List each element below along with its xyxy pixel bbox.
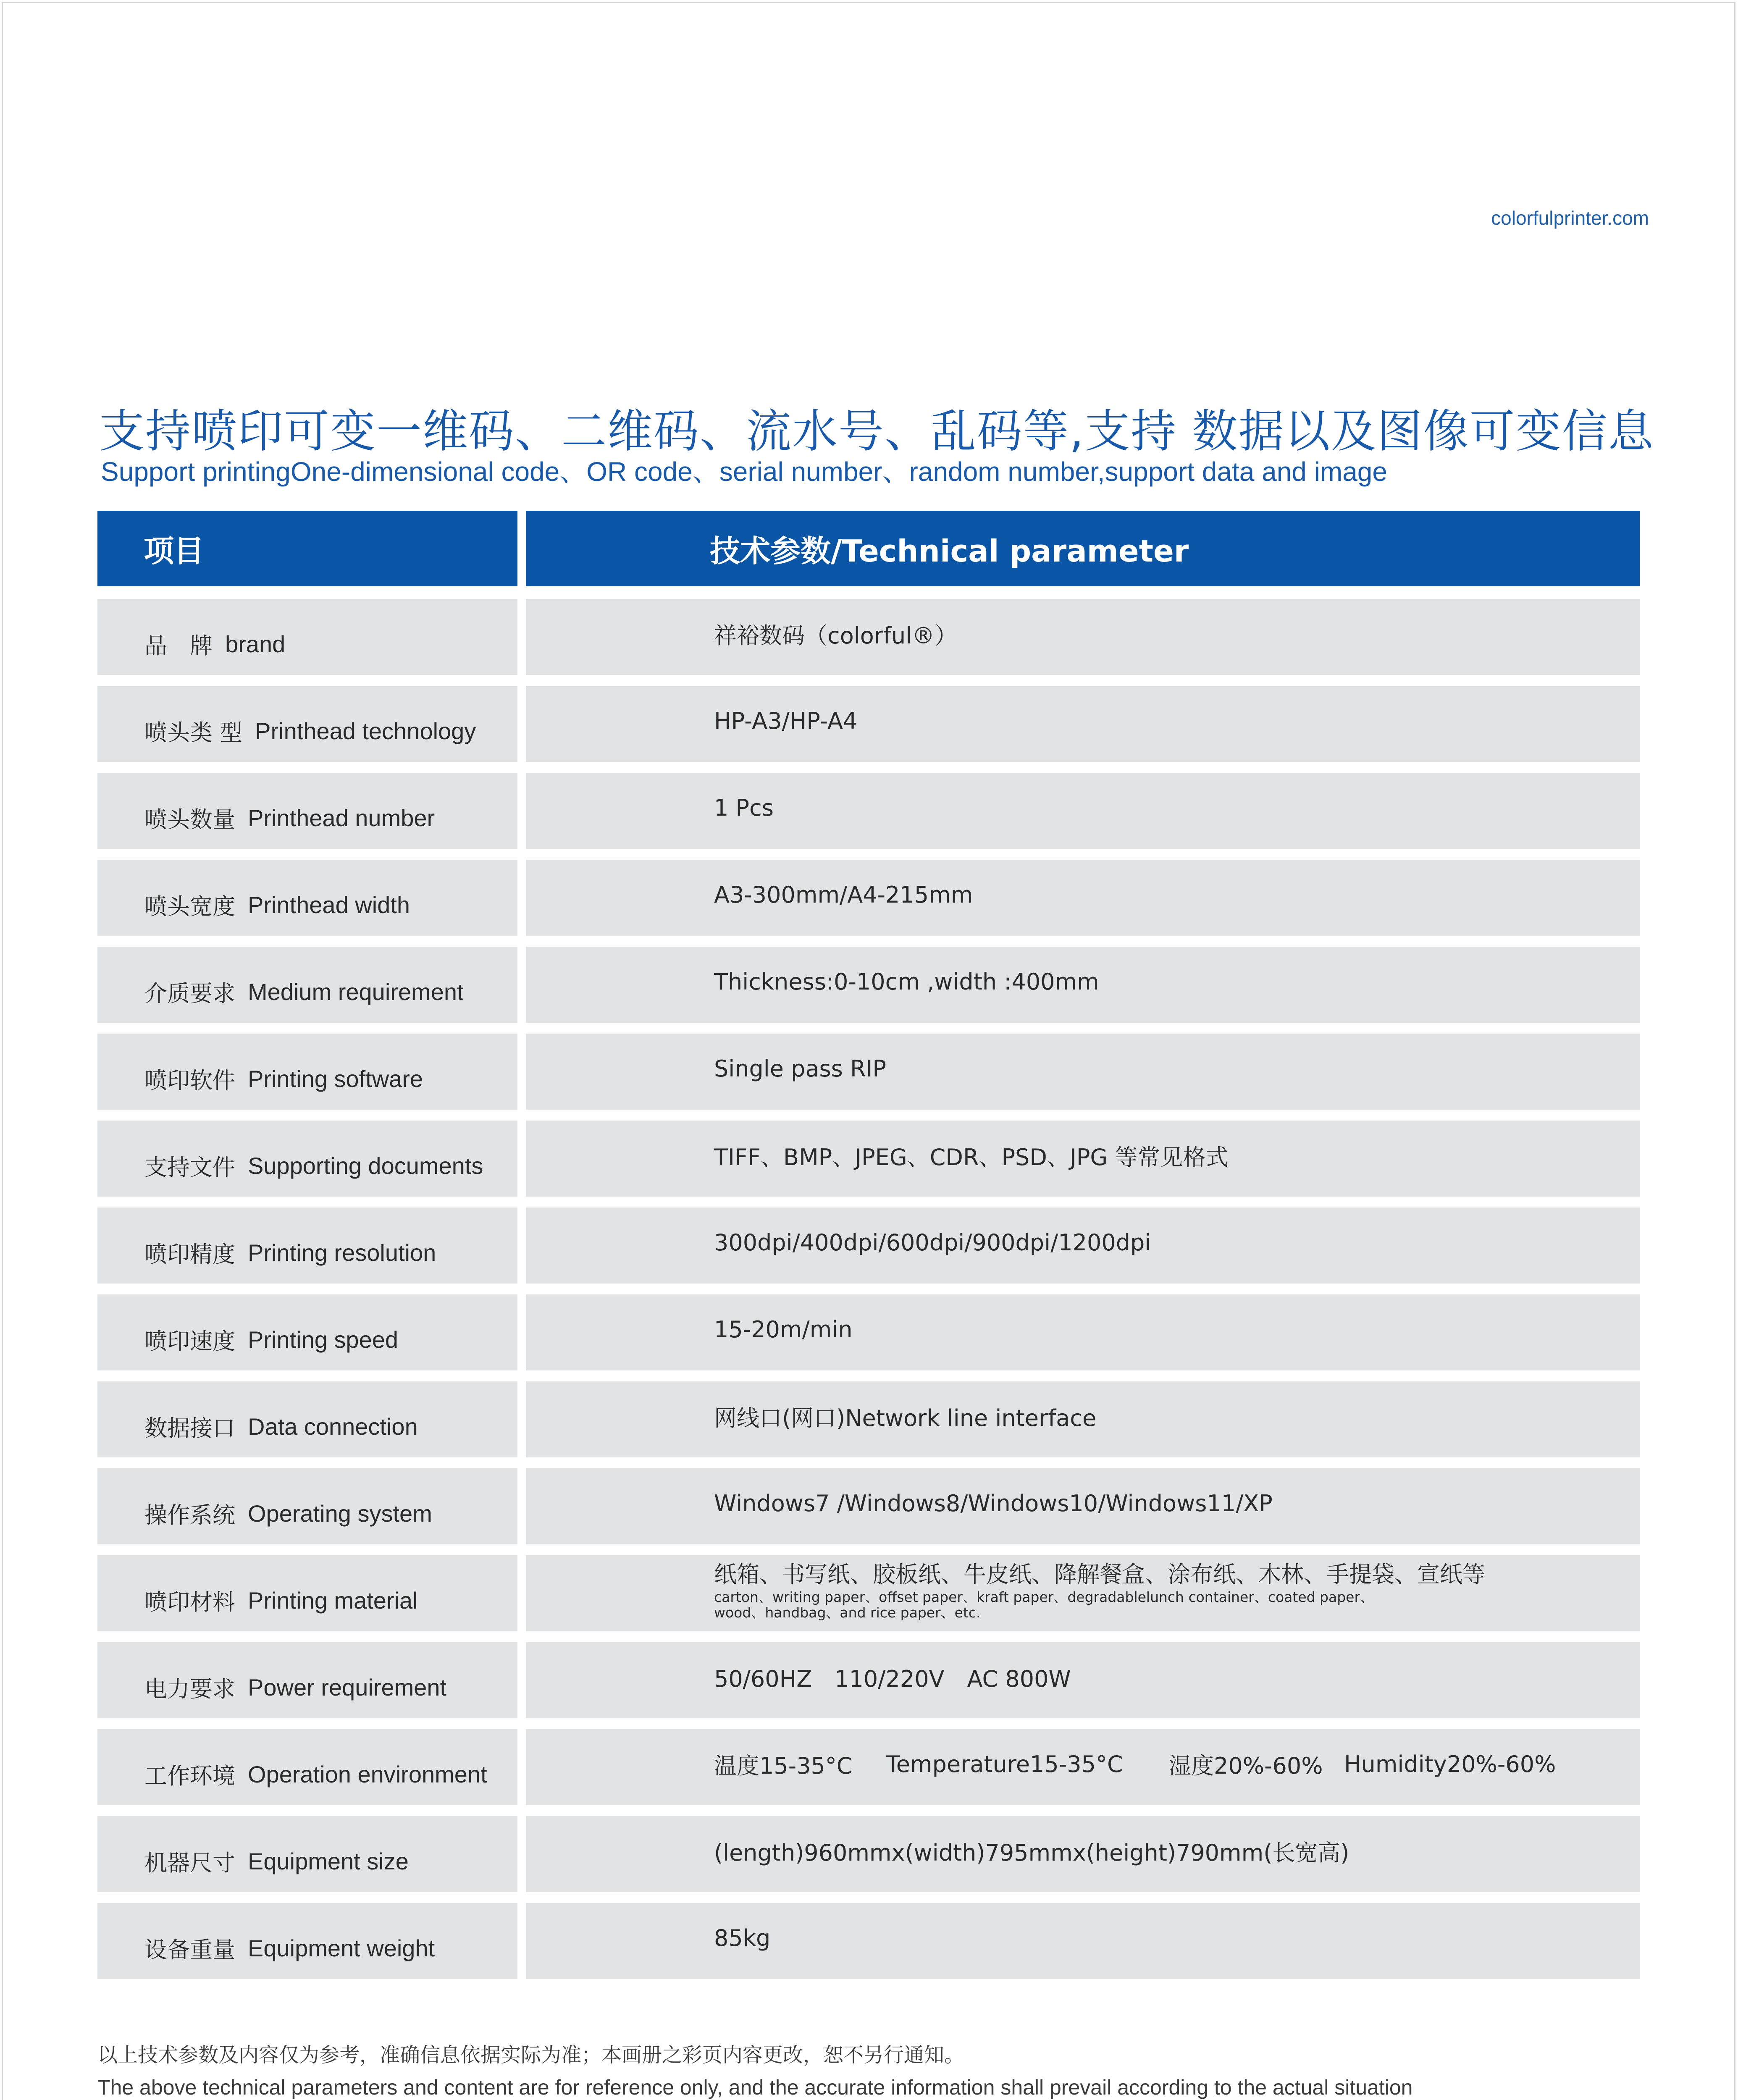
label-en: Printhead number — [248, 805, 435, 831]
table-row — [97, 1729, 1640, 1805]
value-text: 50/60HZ 110/220V AC 800W — [714, 1666, 1071, 1692]
row-label — [97, 1381, 517, 1457]
row-value — [526, 1642, 1640, 1718]
label-cn: 电力要求 — [144, 1676, 235, 1702]
header-parameter: 技术参数/Technical parameter — [526, 511, 1640, 586]
value-text: 300dpi/400dpi/600dpi/900dpi/1200dpi — [714, 1229, 1151, 1256]
label-en: brand — [225, 631, 286, 657]
row-value — [526, 860, 1640, 936]
label-en: Data connection — [248, 1413, 418, 1440]
label-cn: 喷印精度 — [144, 1241, 235, 1268]
value-text: 85kg — [714, 1925, 771, 1951]
label-en: Printing software — [248, 1066, 423, 1092]
label-cn: 工作环境 — [144, 1763, 235, 1789]
value-text: TIFF、BMP、JPEG、CDR、PSD、JPG 等常见格式 — [714, 1144, 1229, 1171]
label-cn: 设备重量 — [144, 1937, 235, 1963]
table-row — [97, 1381, 1640, 1457]
row-label — [97, 1121, 517, 1197]
label-cn: 支持文件 — [144, 1154, 235, 1181]
value-text: 1 Pcs — [714, 795, 774, 821]
value-text: Thickness:0-10cm ,width :400mm — [714, 969, 1099, 995]
value-text-cn: 纸箱、书写纸、胶板纸、牛皮纸、降解餐盒、涂布纸、木林、手提袋、宣纸等 — [714, 1561, 1485, 1588]
label-cn: 喷头宽度 — [144, 893, 235, 920]
env-temp-en: Temperature15-35°C — [886, 1751, 1123, 1777]
label-cn: 介质要求 — [144, 980, 235, 1007]
disclaimer — [97, 2039, 1412, 2100]
label-en: Equipment size — [248, 1848, 409, 1874]
row-label — [97, 860, 517, 936]
row-value — [526, 599, 1640, 675]
row-label — [97, 773, 517, 849]
header-item: 项目 — [97, 511, 517, 586]
row-label — [97, 1903, 517, 1979]
row-value — [526, 1468, 1640, 1544]
value-text: Single pass RIP — [714, 1055, 886, 1082]
value-text: A3-300mm/A4-215mm — [714, 882, 973, 908]
label-cn: 操作系统 — [144, 1502, 235, 1528]
row-value — [526, 1903, 1640, 1979]
label-cn: 喷印速度 — [144, 1328, 235, 1354]
label-en: Printing resolution — [248, 1239, 436, 1266]
label-en: Medium requirement — [248, 979, 464, 1005]
label-en: Operating system — [248, 1500, 432, 1527]
label-cn: 数据接口 — [144, 1415, 235, 1441]
table-row — [97, 773, 1640, 849]
label-en: Printing material — [248, 1587, 418, 1614]
row-value — [526, 1294, 1640, 1370]
label-en: Printhead technology — [255, 718, 476, 744]
label-en: Supporting documents — [248, 1152, 483, 1179]
row-value — [526, 1555, 1640, 1631]
row-label — [97, 686, 517, 762]
row-label — [97, 1294, 517, 1370]
row-label — [97, 1034, 517, 1110]
table-row — [97, 1555, 1640, 1631]
value-text: 网线口(网口)Network line interface — [714, 1405, 1097, 1431]
page-title-en: Support printingOne-dimensional code、OR code、serial number、random number,support data and image — [101, 457, 1387, 487]
row-value — [526, 947, 1640, 1023]
label-cn: 喷印材料 — [144, 1589, 235, 1615]
table-row — [97, 599, 1640, 675]
disclaimer-en-1: The above technical parameters and content are for reference only, and the accurate information shall prevail according to the actual situation — [97, 2076, 1413, 2099]
value-text-en: wood、handbag、and rice paper、etc. — [714, 1604, 981, 1621]
label-en: Printhead width — [248, 892, 410, 918]
value-text-en: carton、writing paper、offset paper、kraft paper、degradablelunch container、coated paper、 — [714, 1588, 1374, 1605]
row-label — [97, 1555, 517, 1631]
value-text: 15-20m/min — [714, 1316, 853, 1343]
env-humidity-cn: 湿度20%-60% — [1168, 1753, 1323, 1779]
value-text: Windows7 /Windows8/Windows10/Windows11/XP — [714, 1490, 1273, 1517]
label-en: Operation environment — [248, 1761, 487, 1788]
table-row — [97, 1468, 1640, 1544]
row-label — [97, 1208, 517, 1284]
table-row — [97, 1121, 1640, 1197]
row-value — [526, 1034, 1640, 1110]
table-row — [97, 1208, 1640, 1284]
label-cn: 喷印软件 — [144, 1067, 235, 1094]
row-value — [526, 773, 1640, 849]
value-text: 祥裕数码（colorful®） — [714, 622, 958, 649]
env-humidity-en: Humidity20%-60% — [1344, 1751, 1556, 1777]
label-cn: 品 牌 — [144, 633, 213, 659]
value-text: HP-A3/HP-A4 — [714, 708, 858, 734]
table-row — [97, 1816, 1640, 1892]
table-row — [97, 860, 1640, 936]
page-title-cn: 支持喷印可变一维码、二维码、流水号、乱码等,支持 数据以及图像可变信息 — [99, 405, 1654, 458]
label-cn: 喷头数量 — [144, 806, 235, 833]
row-value — [526, 1381, 1640, 1457]
row-value — [526, 1208, 1640, 1284]
row-label — [97, 1642, 517, 1718]
table-row — [97, 1034, 1640, 1110]
table-row — [97, 1903, 1640, 1979]
table-header — [97, 511, 1640, 586]
row-label — [97, 947, 517, 1023]
site-url[interactable]: colorfulprinter.com — [1491, 207, 1649, 229]
table-row — [97, 1642, 1640, 1718]
spec-table — [97, 511, 1640, 1990]
row-value — [526, 686, 1640, 762]
value-text: (length)960mmx(width)795mmx(height)790mm(长宽高) — [714, 1840, 1349, 1866]
row-value — [526, 1729, 1640, 1805]
env-temp-cn: 温度15-35°C — [714, 1753, 853, 1779]
row-label — [97, 599, 517, 675]
row-value — [526, 1121, 1640, 1197]
label-en: Power requirement — [248, 1674, 447, 1701]
label-en: Equipment weight — [248, 1935, 435, 1961]
disclaimer-cn: 以上技术参数及内容仅为参考，准确信息依据实际为准；本画册之彩页内容更改，恕不另行通知。 — [97, 2043, 965, 2067]
label-cn: 喷头类 型 — [144, 719, 243, 746]
table-row — [97, 1294, 1640, 1370]
label-en: Printing speed — [248, 1326, 399, 1353]
table-row — [97, 686, 1640, 762]
label-cn: 机器尺寸 — [144, 1850, 235, 1876]
row-label — [97, 1816, 517, 1892]
row-label — [97, 1468, 517, 1544]
row-value — [526, 1816, 1640, 1892]
table-row — [97, 947, 1640, 1023]
row-label — [97, 1729, 517, 1805]
